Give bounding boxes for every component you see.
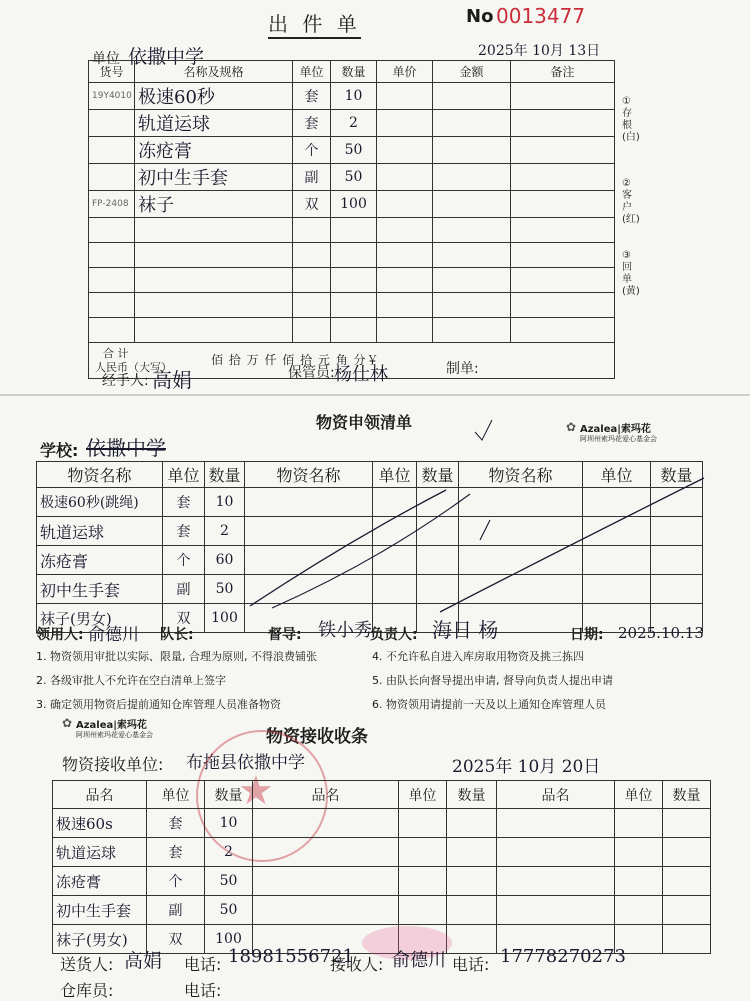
item-unit: 双 [163,604,205,633]
requisition-header: 单位 [163,462,205,488]
requisition-header: 单位 [583,462,651,488]
logo-subtext: 阿坝州索玛花爱心基金会 [76,731,153,739]
receipt-unit-label: 物资接收单位: [62,755,164,774]
item-unit: 套 [293,83,331,110]
item-qty: 100 [205,925,253,954]
item-name: 初中生手套 [53,896,147,925]
leader-label: 负责人: [370,627,418,643]
item-qty: 50 [205,867,253,896]
flower-logo-icon: ✿ [566,420,577,434]
sender-phone-label: 电话: [184,955,222,974]
receipt-header: 单位 [615,781,663,809]
recipient-label: 接收人: [330,955,384,974]
item-qty: 10 [205,488,245,517]
item-unit: 副 [147,896,205,925]
total-label-rmb: 人民币（大写） [95,361,172,374]
item-unit: 个 [163,546,205,575]
item-name: 袜子 [135,191,293,218]
requisition-header: 物资名称 [37,462,163,488]
item-qty: 10 [205,809,253,838]
side-note: ①存根(白) [622,96,640,143]
requisition-header: 单位 [373,462,417,488]
table-row [53,838,711,867]
receipt-header: 品名 [53,781,147,809]
item-unit: 副 [163,575,205,604]
item-qty: 50 [205,896,253,925]
item-code: FP-2408 [89,191,135,218]
sender-label: 送货人: [60,955,114,974]
delivery-header: 货号 [89,61,135,83]
rule-item: 3. 确定领用物资后提前通知仓库管理人员准备物资 [36,698,281,711]
handler-label: 经手人: [102,373,149,389]
warehouse-phone-label: 电话: [184,981,222,1000]
item-name: 极速60秒 [135,83,293,110]
delivery-header: 单位 [293,61,331,83]
item-unit: 个 [293,137,331,164]
item-name: 冻疮膏 [53,867,147,896]
receiver-signature: 俞德川 [88,625,139,645]
requisition-header: 物资名称 [245,462,373,488]
item-qty: 2 [331,110,377,137]
item-qty: 2 [205,838,253,867]
item-qty: 60 [205,546,245,575]
logo-subtext: 阿坝州索玛花爱心基金会 [580,435,657,443]
item-qty: 50 [331,164,377,191]
rule-item: 2. 各级审批人不允许在空白清单上签字 [36,674,226,687]
supervisor-signature: 铁小秀 [318,620,372,641]
table-row [53,809,711,838]
sender-signature: 高娟 [124,950,163,972]
delivery-header: 单价 [377,61,433,83]
requisition-header: 数量 [417,462,459,488]
seal-star-icon: ★ [238,768,274,814]
delivery-unit-label: 单位 [92,51,120,67]
total-label: 合 计 [103,347,129,360]
handler-signature: 高娟 [152,368,192,392]
supervisor-label: 督导: [268,627,302,643]
rule-item: 6. 物资领用请提前一天及以上通知仓库管理人员 [372,698,606,711]
school-value: 依撒中学 [86,436,166,460]
logo-text: Azalea|索玛花 [76,720,147,731]
item-code: 19Y4010 [89,83,135,110]
delivery-unit-value: 依撒中学 [128,46,205,68]
item-name: 轨道运球 [37,517,163,546]
delivery-no-value: 0013477 [496,4,586,28]
item-qty: 50 [331,137,377,164]
requisition-title: 物资申领清单 [316,413,413,432]
item-unit: 双 [147,925,205,954]
item-name: 初中生手套 [37,575,163,604]
logo-text: Azalea|索玛花 [580,424,651,435]
receipt-header: 数量 [447,781,497,809]
item-name: 轨道运球 [53,838,147,867]
receipt-header: 品名 [253,781,399,809]
maker-label: 制单: [446,361,479,377]
receipt-header: 单位 [399,781,447,809]
item-unit: 套 [163,488,205,517]
receipt-title: 物资接收收条 [266,727,368,747]
item-qty: 100 [205,604,245,633]
item-unit: 个 [147,867,205,896]
receipt-header: 数量 [205,781,253,809]
table-row [53,867,711,896]
delivery-header: 数量 [331,61,377,83]
item-qty: 10 [331,83,377,110]
delivery-header: 金额 [433,61,511,83]
side-note: ③回单(黄) [622,250,640,297]
receipt-date: 2025年 10月 20日 [452,757,601,777]
item-unit: 双 [293,191,331,218]
flower-logo-icon: ✿ [62,716,73,730]
receipt-header: 品名 [497,781,615,809]
keeper-signature: 杨仕林 [334,364,388,385]
receiver-label: 领用人: [36,627,84,643]
item-unit: 副 [293,164,331,191]
item-unit: 套 [163,517,205,546]
recipient-phone-label: 电话: [452,955,490,974]
item-unit: 套 [293,110,331,137]
item-name: 袜子(男女) [37,604,163,633]
captain-label: 队长: [160,627,194,643]
item-qty: 100 [331,191,377,218]
item-name: 极速60s [53,809,147,838]
warehouse-label: 仓库员: [60,981,114,1000]
item-name: 袜子(男女) [53,925,147,954]
delivery-date: 2025年 10月 13日 [478,43,601,59]
receipt-unit-value: 布拖县依撒中学 [186,753,305,773]
item-name: 冻疮膏 [135,137,293,164]
rule-item: 4. 不允许私自进入库房取用物资及挑三拣四 [372,650,584,663]
item-unit: 套 [147,809,205,838]
school-label: 学校: [40,441,79,460]
item-unit: 套 [147,838,205,867]
delivery-title: 出 件 单 [268,8,361,39]
receipt-header: 数量 [663,781,711,809]
item-name: 轨道运球 [135,110,293,137]
receipt-header: 单位 [147,781,205,809]
recipient-signature: 俞德川 [392,950,446,971]
side-note: ②客户(红) [622,178,640,225]
date-label: 日期: [570,627,604,643]
table-row [53,896,711,925]
leader-signature: 海日 杨 [432,618,499,642]
requisition-date: 2025.10.13 [618,624,704,642]
requisition-header: 数量 [651,462,703,488]
total-units: 佰 拾 万 仟 佰 拾 元 角 分￥ [211,353,380,367]
requisition-header: 数量 [205,462,245,488]
item-name: 初中生手套 [135,164,293,191]
item-name: 冻疮膏 [37,546,163,575]
sender-phone: 18981556721 [228,946,354,967]
item-name: 极速60秒(跳绳) [37,488,163,517]
recipient-phone: 17778270273 [500,946,626,967]
requisition-header: 物资名称 [459,462,583,488]
delivery-no-label: No [466,6,494,27]
item-qty: 2 [205,517,245,546]
keeper-label: 保管员: [288,365,335,381]
rule-item: 5. 由队长向督导提出申请, 督导向负责人提出申请 [372,674,613,687]
item-qty: 50 [205,575,245,604]
delivery-header: 备注 [511,61,615,83]
rule-item: 1. 物资领用审批以实际、限量, 合理为原则, 不得浪费铺张 [36,650,317,663]
delivery-header: 名称及规格 [135,61,293,83]
